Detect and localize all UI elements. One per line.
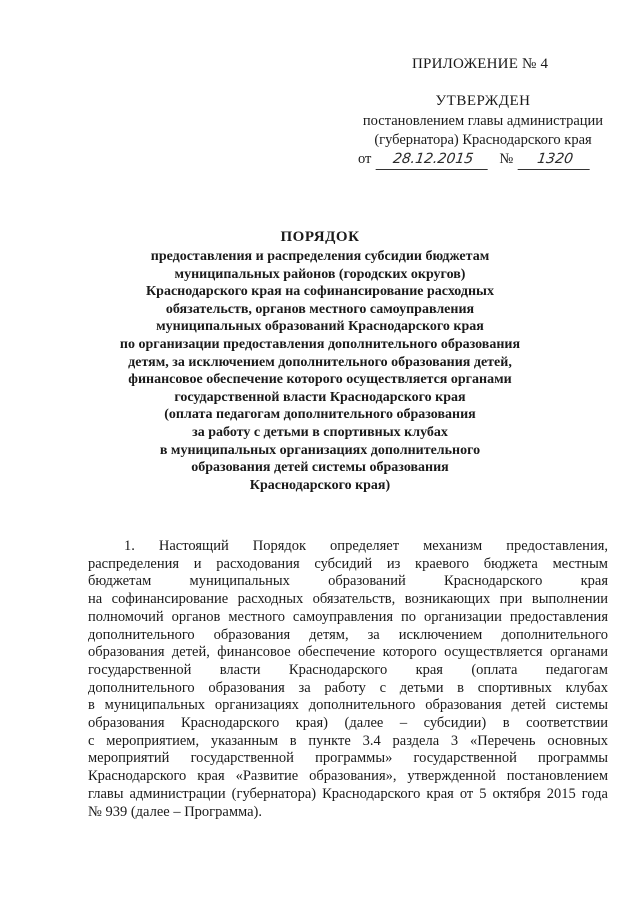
paragraph-line: бюджетам муниципальных образований Краснодарского края (88, 573, 608, 590)
subtitle-line: (оплата педагогам дополнительного образования (164, 407, 476, 423)
paragraph-line: образования Краснодарского края) (далее – субсидии) в соответствии (88, 715, 608, 732)
date-prefix: от (358, 151, 372, 167)
paragraph-line: дополнительного образования детям, за исключением дополнительного (88, 626, 608, 643)
handwritten-date: 28.12.2015 (376, 150, 491, 170)
paragraph-line: с мероприятием, указанным в пункте 3.4 раздела 3 «Перечень основных (88, 732, 608, 749)
approval-block (358, 92, 608, 170)
paragraph-line: государственной власти Краснодарского края (оплата педагогам (88, 661, 608, 678)
number-prefix: № (499, 151, 514, 167)
subtitle-line: государственной власти Краснодарского края (174, 389, 466, 405)
document-subtitle (100, 248, 540, 494)
subtitle-line: финансовое обеспечение которого осуществляется органами (128, 372, 512, 388)
document-title: ПОРЯДОК (280, 229, 360, 245)
subtitle-line: по организации предоставления дополнительного образования (119, 336, 521, 352)
paragraph-line: в муниципальных организациях дополнительного образования детей системы (88, 697, 608, 714)
subtitle-line: муниципальных образований Краснодарского края (156, 319, 484, 335)
paragraph-line: образования детей, финансовое обеспечение которого осуществляется органами (88, 644, 608, 661)
paragraph-line: мероприятий государственной программы» государственной программы (88, 750, 608, 767)
approval-line: (губернатора) Краснодарского края (374, 132, 592, 148)
paragraph-line: 1. Настоящий Порядок определяет механизм предоставления, (124, 538, 608, 554)
date-number-line (358, 150, 608, 170)
paragraph-line: распределения и расходования субсидий из краевого бюджета местным (88, 555, 608, 572)
subtitle-line: муниципальных районов (городских округов) (174, 266, 466, 282)
approval-line: постановлением главы администрации (362, 113, 604, 129)
paragraph-line: полномочий органов местного самоуправления по организации предоставления (88, 608, 608, 625)
paragraph-line: № 939 (далее – Программа). (88, 803, 262, 820)
subtitle-line: Краснодарского края) (249, 477, 391, 493)
paragraph-line: дополнительного образования за работу с детьми в спортивных клубах (88, 679, 608, 696)
paragraph-line: на софинансирование расходных обязательств, возникающих при выполнении (88, 591, 608, 608)
subtitle-line: образования детей системы образования (191, 460, 449, 476)
subtitle-line: за работу с детьми в спортивных клубах (192, 424, 448, 440)
subtitle-line: в муниципальных организациях дополнительного (159, 442, 481, 458)
paragraph-line: Краснодарского края «Развитие образования», утвержденной постановлением (88, 768, 608, 785)
subtitle-line: детям, за исключением дополнительного образования детей, (128, 354, 512, 370)
paragraph-line: главы администрации (губернатора) Краснодарского края от 5 октября 2015 года (88, 785, 608, 802)
approved-heading: УТВЕРЖДЕН (435, 93, 531, 109)
handwritten-number: 1320 (518, 150, 593, 170)
appendix-label: ПРИЛОЖЕНИЕ № 4 (412, 56, 549, 72)
subtitle-line: предоставления и распределения субсидии бюджетам (150, 249, 490, 264)
subtitle-line: обязательств, органов местного самоуправления (165, 301, 475, 317)
subtitle-line: Краснодарского края на софинансирование расходных (146, 284, 494, 300)
paragraph-1 (88, 538, 608, 821)
